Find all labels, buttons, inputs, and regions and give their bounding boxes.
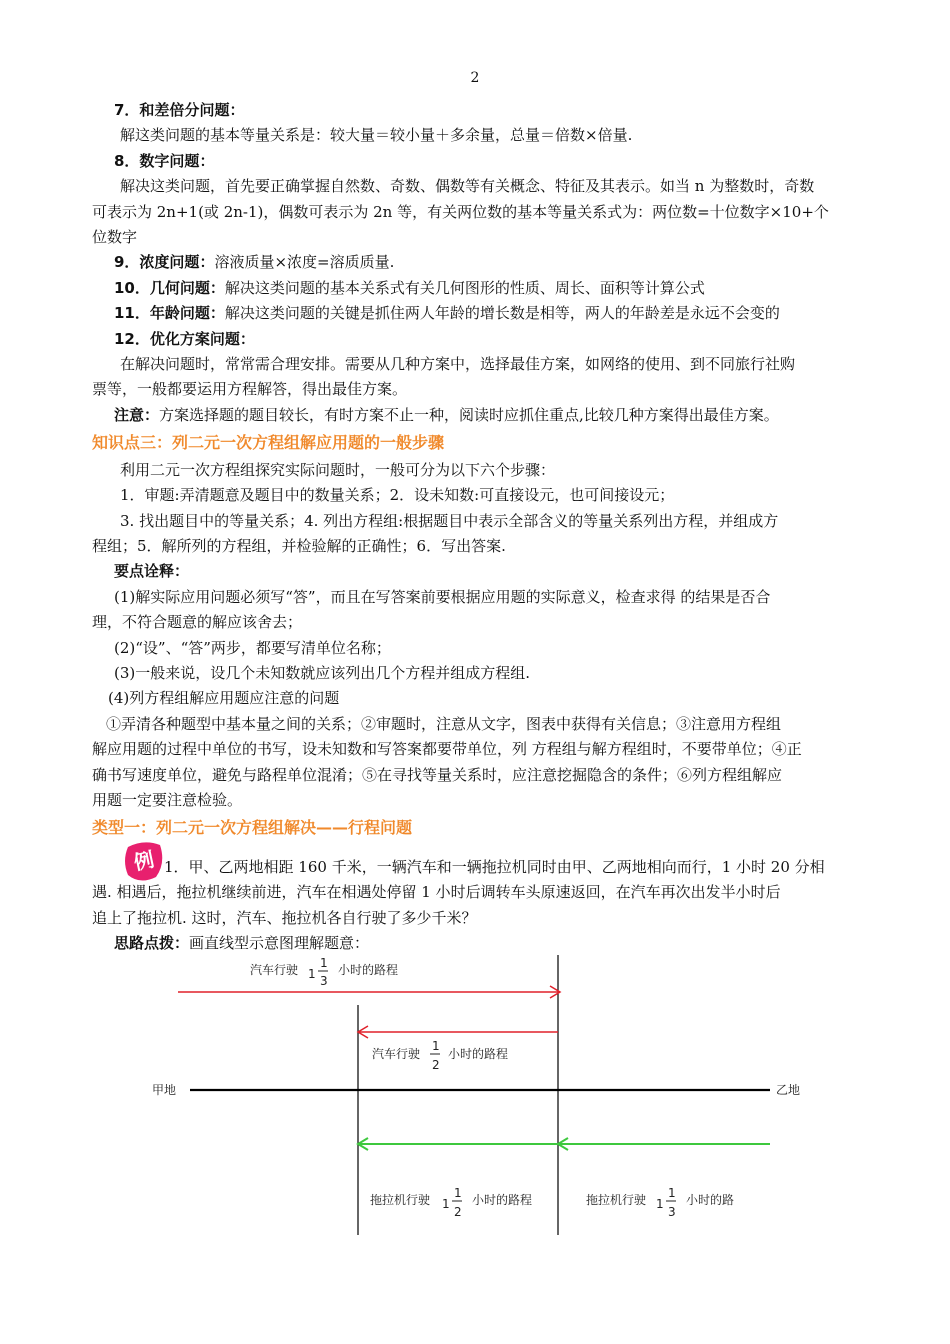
- example-badge-icon: [122, 839, 166, 883]
- section-10-text: 解决这类问题的基本关系式有关几何图形的性质、周长、面积等计算公式: [224, 278, 705, 297]
- tractor-label-2-den: 3: [668, 1205, 676, 1219]
- section-8-text-2: 可表示为 2n+1(或 2n-1)，偶数可表示为 2n 等，有关两位数的基本等量关系式为：两位数=十位数字×10+个: [92, 202, 829, 221]
- car-label-2-prefix: 汽车行驶: [372, 1047, 421, 1061]
- section-12-text-2: 票等，一般都要运用方程解答，得出最佳方案。: [92, 380, 408, 399]
- note: [92, 403, 862, 428]
- tractor-label-1-den: 2: [454, 1205, 462, 1219]
- point-5b: 解应用题的过程中单位的书写，设未知数和写答案都要带单位，列 方程组与解方程组时，不要带单位；④正: [92, 740, 802, 759]
- car-label-2-suffix: 小时的路程: [448, 1047, 509, 1061]
- k3-step-2a: 3. 找出题目中的等量关系；4. 列出方程组:根据题目中表示全部含义的等量关系列出方程，并组成方: [120, 511, 779, 530]
- section-11: [92, 301, 862, 326]
- section-11-text: 解决这类问题的关键是抓住两人年龄的增长数是相等，两人的年龄差是永远不会变的: [224, 304, 780, 323]
- example-1: [92, 846, 862, 880]
- section-10-title: 10．几何问题：: [114, 278, 225, 297]
- place-a-label: 甲地: [152, 1083, 177, 1097]
- note-label: 注意：: [114, 405, 160, 424]
- section-9: [92, 250, 862, 275]
- hint-text: 画直线型示意图理解题意：: [189, 934, 370, 952]
- k3-step-1: 1．审题:弄清题意及题目中的数量关系；2．设未知数:可直接设元，也可间接设元；: [120, 486, 675, 505]
- section-7-title: 7．和差倍分问题：: [114, 101, 245, 119]
- k3-step-2b: 程组；5．解所列的方程组，并检验解的正确性；6．写出答案.: [92, 536, 506, 555]
- tractor-label-1-prefix: 拖拉机行驶: [370, 1193, 431, 1207]
- example-line-2: 遇. 相遇后，拖拉机继续前进，汽车在相遇处停留 1 小时后调转车头原速返回，在汽车再次出发半小时后: [92, 883, 781, 902]
- car-label-1-den: 3: [320, 974, 328, 988]
- section-7-text: 解这类问题的基本等量关系是：较大量＝较小量＋多余量，总量＝倍数×倍量.: [120, 126, 633, 145]
- distance-diagram: [150, 950, 800, 1240]
- place-b-label: 乙地: [776, 1083, 800, 1097]
- hint-label: 思路点拨：: [114, 934, 190, 952]
- car-label-2-num: 1: [432, 1039, 440, 1053]
- tractor-label-1-whole: 1: [442, 1197, 450, 1211]
- note-text: 方案选择题的题目较长，有时方案不止一种，阅读时应抓住重点,比较几种方案得出最佳方案。: [159, 405, 779, 424]
- example-line-1: 1．甲、乙两地相距 160 千米，一辆汽车和一辆拖拉机同时由甲、乙两地相向而行，1 小时 20 分相: [164, 857, 825, 876]
- point-5a: ①弄清各种题型中基本量之间的关系；②审题时，注意从文字，图表中获得有关信息；③注意用方程组: [106, 714, 782, 733]
- tractor-label-2-prefix: 拖拉机行驶: [586, 1193, 647, 1207]
- section-12-title: 12．优化方案问题：: [114, 329, 255, 348]
- car-label-1-whole: 1: [308, 967, 316, 981]
- point-1a: (1)解实际应用问题必须写“答”，而且在写答案前要根据应用题的实际意义，检查求得 的结果是否合: [114, 587, 771, 606]
- point-5d: 用题一定要注意检验。: [92, 790, 243, 809]
- document-body: [92, 98, 862, 956]
- section-11-title: 11．年龄问题：: [114, 304, 225, 323]
- tractor-label-1-num: 1: [454, 1186, 462, 1200]
- section-8-text-3: 位数字: [92, 228, 138, 247]
- section-8-title: 8．数字问题：: [114, 151, 215, 170]
- type-1-heading: 类型一：列二元一次方程组解决——行程问题: [92, 818, 413, 838]
- point-3: (3)一般来说，设几个未知数就应该列出几个方程并组成方程组.: [114, 663, 531, 682]
- section-9-text: 溶液质量×浓度=溶质质量.: [214, 253, 395, 272]
- tractor-label-2-whole: 1: [656, 1197, 664, 1211]
- car-label-1-prefix: 汽车行驶: [250, 963, 299, 977]
- point-5c: 确书写速度单位，避免与路程单位混淆；⑤在寻找等量关系时，应注意挖掘隐含的条件；⑥列方程组解应: [92, 765, 783, 784]
- tractor-label-1-suffix: 小时的路程: [472, 1193, 533, 1207]
- point-2: (2)“设”、“答”两步，都要写清单位名称；: [114, 638, 391, 657]
- point-1b: 理，不符合题意的解应该舍去；: [92, 613, 303, 632]
- section-10: [92, 276, 862, 301]
- car-label-2-den: 2: [432, 1058, 440, 1072]
- section-8-text-1: 解决这类问题，首先要正确掌握自然数、奇数、偶数等有关概念、特征及其表示。如当 n 为整数时，奇数: [120, 177, 815, 196]
- car-label-1-num: 1: [320, 956, 328, 970]
- car-label-1-suffix: 小时的路程: [338, 963, 399, 977]
- point-4: (4)列方程组解应用题应注意的问题: [108, 689, 340, 708]
- key-points-label: 要点诠释：: [114, 562, 190, 581]
- section-9-title: 9．浓度问题：: [114, 253, 215, 272]
- section-12-text-1: 在解决问题时，常常需合理安排。需要从几种方案中，选择最佳方案，如网络的使用、到不同旅行社购: [120, 355, 796, 374]
- tractor-label-2-num: 1: [668, 1186, 676, 1200]
- knowledge-point-3-heading: 知识点三：列二元一次方程组解应用题的一般步骤: [92, 433, 445, 453]
- example-line-3: 追上了拖拉机. 这时，汽车、拖拉机各自行驶了多少千米？: [92, 908, 477, 927]
- page-number: 2: [470, 70, 480, 86]
- k3-intro: 利用二元一次方程组探究实际问题时，一般可分为以下六个步骤：: [120, 460, 556, 479]
- tractor-label-2-suffix: 小时的路: [686, 1193, 735, 1207]
- example-badge-label: 例: [131, 846, 157, 875]
